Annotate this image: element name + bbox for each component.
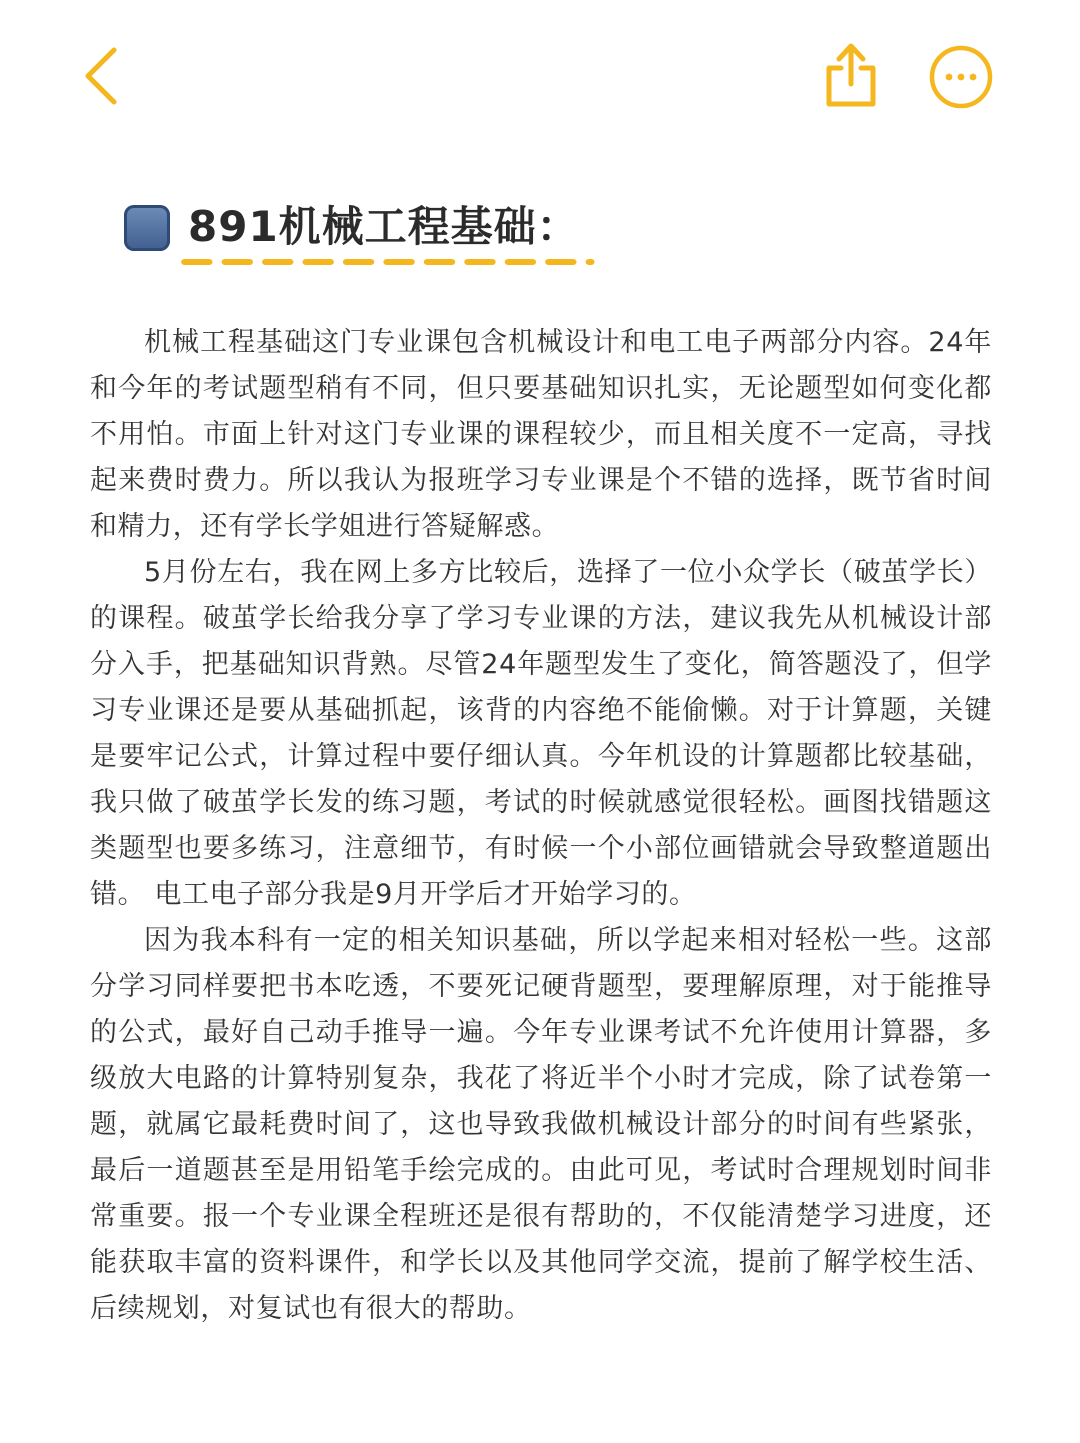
chevron-left-icon xyxy=(78,44,126,108)
more-horizontal-icon xyxy=(928,44,994,110)
post-heading xyxy=(124,196,588,266)
share-button[interactable] xyxy=(820,40,882,110)
post-body xyxy=(90,320,992,1332)
top-bar xyxy=(0,0,1080,150)
share-icon xyxy=(820,40,882,110)
paragraph: 5月份左右，我在网上多方比较后，选择了一位小众学长（破茧学长）的课程。破茧学长给我分享了学习专业课的方法，建议我先从机械设计部分入手，把基础知识背熟。尽管24年题型发生了变化，简答题没了，但学习专业课还是要从基础抓起，该背的内容绝不能偷懒。对于计算题，关键是要牢记公式，计算过程中要仔细认真。今年机设的计算题都比较基础，我只做了破茧学长发的练习题，考试的时候就感觉很轻松。画图找错题这类题型也要多练习，注意细节，有时候一个小部位画错就会导致整道题出错。 电工电子部分我是9月开学后才开始学习的。 xyxy=(90,557,992,910)
title-dashed-underline xyxy=(180,258,596,266)
paragraph: 因为我本科有一定的相关知识基础，所以学起来相对轻松一些。这部分学习同样要把书本吃透，不要死记硬背题型，要理解原理，对于能推导的公式，最好自己动手推导一遍。今年专业课考试不允许使用计算器，多级放大电路的计算特别复杂，我花了将近半个小时才完成，除了试卷第一题，就属它最耗费时间了，这也导致我做机械设计部分的时间有些紧张，最后一道题甚至是用铅笔手绘完成的。由此可见，考试时合理规划时间非常重要。报一个专业课全程班还是很有帮助的，不仅能清楚学习进度，还能获取丰富的资料课件，和学长以及其他同学交流，提前了解学校生活、后续规划，对复试也有很大的帮助。 xyxy=(90,925,992,1324)
back-button[interactable] xyxy=(78,44,126,108)
paragraph: 机械工程基础这门专业课包含机械设计和电工电子两部分内容。24年和今年的考试题型稍有不同，但只要基础知识扎实，无论题型如何变化都不用怕。市面上针对这门专业课的课程较少，而且相关度不一定高，寻找起来费时费力。所以我认为报班学习专业课是个不错的选择，既节省时间和精力，还有学长学姐进行答疑解惑。 xyxy=(90,327,992,542)
blue-square-emoji xyxy=(124,205,170,251)
post-title: 891机械工程基础： xyxy=(188,202,580,251)
more-button[interactable] xyxy=(928,44,994,110)
post-title-wrap xyxy=(186,196,588,258)
